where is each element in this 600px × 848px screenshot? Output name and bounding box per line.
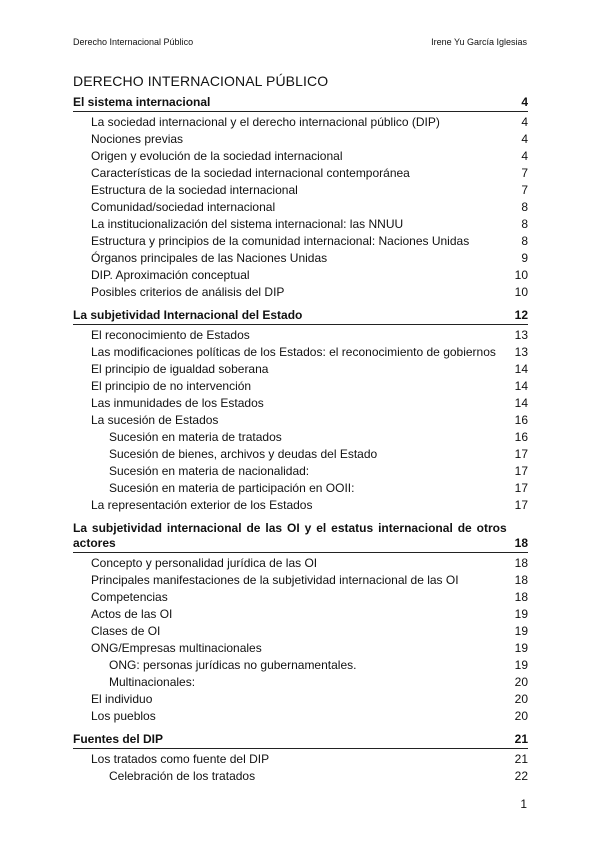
toc-entry-page: 17 bbox=[514, 481, 528, 495]
toc-entry-text: Los tratados como fuente del DIP bbox=[91, 752, 270, 766]
toc-entry-text: El principio de igualdad soberana bbox=[91, 362, 269, 376]
toc-entry-page: 18 bbox=[514, 556, 528, 570]
toc-entry-page: 17 bbox=[514, 447, 528, 461]
toc-section-heading[interactable] bbox=[73, 94, 528, 112]
toc-entry[interactable] bbox=[73, 267, 528, 284]
toc-entry-text: Estructura y principios de la comunidad internacional: Naciones Unidas bbox=[91, 234, 470, 248]
toc-entry[interactable] bbox=[73, 395, 528, 412]
toc-entry-page: 8 bbox=[521, 200, 528, 214]
toc-entry[interactable] bbox=[73, 446, 528, 463]
toc-entry[interactable] bbox=[73, 327, 528, 344]
toc-entry-text: Concepto y personalidad jurídica de las OI bbox=[91, 556, 318, 570]
toc-entry[interactable] bbox=[73, 429, 528, 446]
toc-entry-page: 17 bbox=[514, 464, 528, 478]
toc-entry[interactable] bbox=[73, 708, 528, 725]
toc-entry[interactable] bbox=[73, 691, 528, 708]
toc-entry-text: Las modificaciones políticas de los Estados: el reconocimiento de gobiernos bbox=[91, 345, 496, 359]
toc-entry[interactable] bbox=[73, 199, 528, 216]
toc-section-title: Fuentes del DIP bbox=[73, 732, 164, 746]
toc-section-heading[interactable] bbox=[73, 731, 528, 749]
toc-entry-page: 8 bbox=[521, 217, 528, 231]
toc-entry-page: 4 bbox=[521, 115, 528, 129]
toc-entry-page: 19 bbox=[514, 607, 528, 621]
toc-entry[interactable] bbox=[73, 284, 528, 301]
toc-entry-page: 20 bbox=[514, 675, 528, 689]
toc-entry[interactable] bbox=[73, 250, 528, 267]
toc-entry-text: Clases de OI bbox=[91, 624, 161, 638]
toc-entry-text: El principio de no intervención bbox=[91, 379, 252, 393]
toc-entry-text: Celebración de los tratados bbox=[109, 769, 256, 783]
toc-entry-page: 17 bbox=[514, 498, 528, 512]
toc-entry-text: Sucesión en materia de tratados bbox=[109, 430, 282, 444]
toc-entry-text: Nociones previas bbox=[91, 132, 184, 146]
toc-entry-text: La sucesión de Estados bbox=[91, 413, 219, 427]
toc-entry-text: ONG/Empresas multinacionales bbox=[91, 641, 262, 655]
toc-entry[interactable] bbox=[73, 148, 528, 165]
toc-section-title: La subjetividad internacional de las OI y el estatus internacional de otros actores bbox=[73, 521, 507, 550]
toc-entry-text: El reconocimiento de Estados bbox=[91, 328, 250, 342]
toc-entry-text: Comunidad/sociedad internacional bbox=[91, 200, 276, 214]
toc-entry-page: 19 bbox=[514, 641, 528, 655]
toc-entry[interactable] bbox=[73, 165, 528, 182]
toc-entry-page: 4 bbox=[521, 132, 528, 146]
toc-entry[interactable] bbox=[73, 361, 528, 378]
table-of-contents bbox=[73, 94, 528, 791]
toc-entry-text: Posibles criterios de análisis del DIP bbox=[91, 285, 285, 299]
toc-entry[interactable] bbox=[73, 463, 528, 480]
toc-entry-page: 16 bbox=[514, 413, 528, 427]
toc-entry[interactable] bbox=[73, 480, 528, 497]
toc-entry[interactable] bbox=[73, 378, 528, 395]
toc-entry-page: 21 bbox=[514, 752, 528, 766]
toc-entry-text: La representación exterior de los Estados bbox=[91, 498, 313, 512]
toc-entry-page: 4 bbox=[521, 149, 528, 163]
toc-entry[interactable] bbox=[73, 233, 528, 250]
toc-entry-text: Multinacionales: bbox=[109, 675, 196, 689]
toc-entry[interactable] bbox=[73, 606, 528, 623]
toc-entry-page: 18 bbox=[514, 590, 528, 604]
header-left: Derecho Internacional Público bbox=[73, 37, 194, 47]
toc-section-page: 21 bbox=[514, 732, 528, 746]
toc-entry-text: Actos de las OI bbox=[91, 607, 173, 621]
toc-entry-page: 13 bbox=[514, 345, 528, 359]
toc-entry[interactable] bbox=[73, 182, 528, 199]
toc-section-page: 12 bbox=[514, 308, 528, 322]
document-title: DERECHO INTERNACIONAL PÚBLICO bbox=[73, 73, 329, 89]
header-right: Irene Yu García Iglesias bbox=[431, 37, 527, 47]
toc-entry-page: 14 bbox=[514, 379, 528, 393]
toc-entry[interactable] bbox=[73, 216, 528, 233]
toc-entry[interactable] bbox=[73, 674, 528, 691]
toc-entry[interactable] bbox=[73, 412, 528, 429]
toc-entry-page: 9 bbox=[521, 251, 528, 265]
toc-section bbox=[73, 520, 528, 725]
toc-entry-page: 8 bbox=[521, 234, 528, 248]
toc-entry-text: Competencias bbox=[91, 590, 168, 604]
toc-section-title: La subjetividad Internacional del Estado bbox=[73, 308, 303, 322]
toc-entry-page: 14 bbox=[514, 362, 528, 376]
toc-entry-page: 22 bbox=[514, 769, 528, 783]
toc-entry-page: 16 bbox=[514, 430, 528, 444]
toc-entry[interactable] bbox=[73, 657, 528, 674]
toc-entry-page: 10 bbox=[514, 285, 528, 299]
toc-section-page: 18 bbox=[514, 536, 528, 550]
toc-entry-page: 18 bbox=[514, 573, 528, 587]
toc-entry[interactable] bbox=[73, 555, 528, 572]
toc-entry-text: Estructura de la sociedad internacional bbox=[91, 183, 298, 197]
toc-entry[interactable] bbox=[73, 623, 528, 640]
toc-section bbox=[73, 307, 528, 514]
toc-entry-page: 20 bbox=[514, 692, 528, 706]
toc-entry[interactable] bbox=[73, 344, 528, 361]
toc-section bbox=[73, 94, 528, 301]
toc-entry-text: Principales manifestaciones de la subjetividad internacional de las OI bbox=[91, 573, 459, 587]
toc-entry-page: 13 bbox=[514, 328, 528, 342]
toc-entry[interactable] bbox=[73, 589, 528, 606]
toc-entry-text: DIP. Aproximación conceptual bbox=[91, 268, 250, 282]
toc-section-heading[interactable] bbox=[73, 307, 528, 325]
toc-entry[interactable] bbox=[73, 114, 528, 131]
toc-section-heading[interactable] bbox=[73, 520, 528, 553]
toc-entry-text: Características de la sociedad internacional contemporánea bbox=[91, 166, 410, 180]
page-number: 1 bbox=[520, 797, 527, 811]
toc-entry-page: 14 bbox=[514, 396, 528, 410]
toc-entry-text: Sucesión de bienes, archivos y deudas del Estado bbox=[109, 447, 378, 461]
toc-entry-text: Sucesión en materia de participación en OOII: bbox=[109, 481, 355, 495]
toc-entry-text: La sociedad internacional y el derecho internacional público (DIP) bbox=[91, 115, 440, 129]
toc-section-title: El sistema internacional bbox=[73, 95, 211, 109]
toc-entry-page: 10 bbox=[514, 268, 528, 282]
toc-entry-text: El individuo bbox=[91, 692, 153, 706]
toc-entry[interactable] bbox=[73, 768, 528, 785]
toc-entry-page: 19 bbox=[514, 624, 528, 638]
toc-entry-text: Los pueblos bbox=[91, 709, 156, 723]
toc-entry-text: Órganos principales de las Naciones Unidas bbox=[91, 251, 328, 265]
toc-entry[interactable] bbox=[73, 572, 528, 589]
toc-entry-page: 20 bbox=[514, 709, 528, 723]
toc-entry-page: 7 bbox=[521, 166, 528, 180]
toc-entry[interactable] bbox=[73, 751, 528, 768]
toc-entry[interactable] bbox=[73, 640, 528, 657]
toc-entry[interactable] bbox=[73, 131, 528, 148]
toc-section-page: 4 bbox=[521, 95, 528, 109]
toc-section bbox=[73, 731, 528, 785]
toc-entry-page: 19 bbox=[514, 658, 528, 672]
toc-entry[interactable] bbox=[73, 497, 528, 514]
toc-entry-text: ONG: personas jurídicas no gubernamentales. bbox=[109, 658, 357, 672]
toc-entry-text: Sucesión en materia de nacionalidad: bbox=[109, 464, 310, 478]
toc-entry-text: Las inmunidades de los Estados bbox=[91, 396, 264, 410]
toc-entry-text: Origen y evolución de la sociedad internacional bbox=[91, 149, 343, 163]
toc-entry-text: La institucionalización del sistema internacional: las NNUU bbox=[91, 217, 404, 231]
toc-entry-page: 7 bbox=[521, 183, 528, 197]
